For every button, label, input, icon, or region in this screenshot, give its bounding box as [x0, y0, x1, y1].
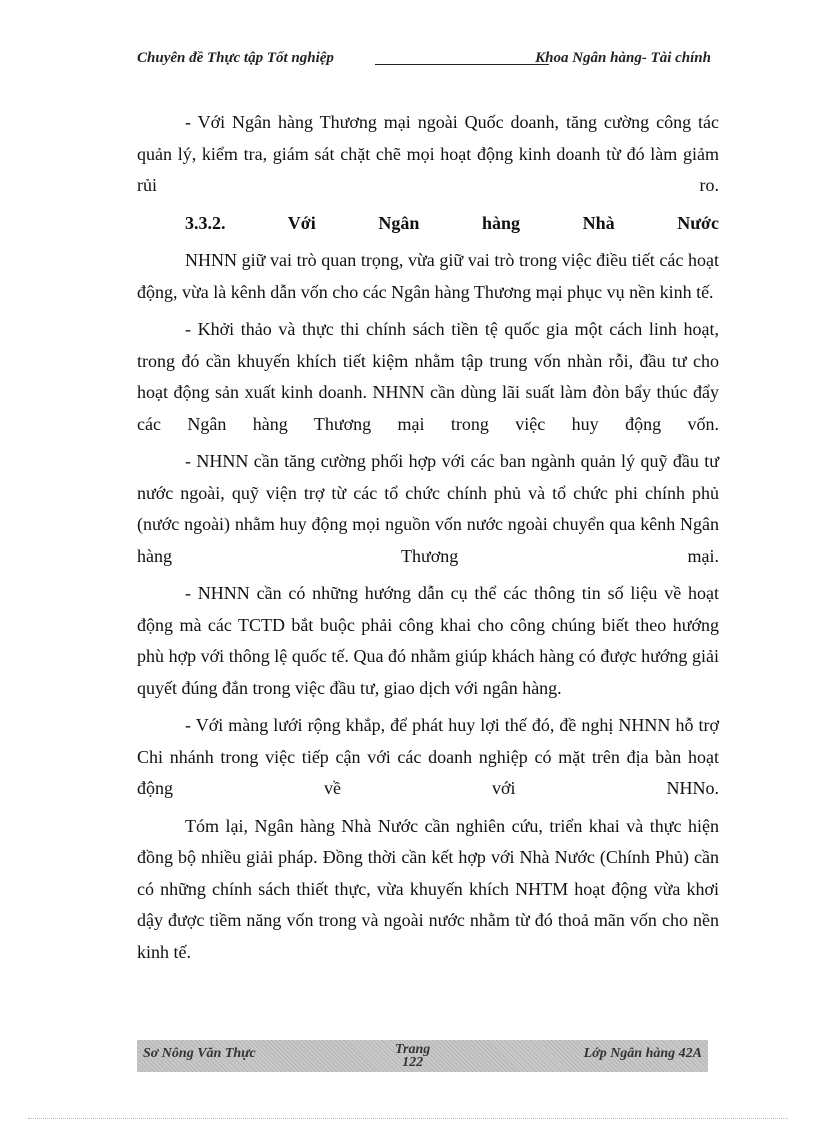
- paragraph-7: Tóm lại, Ngân hàng Nhà Nước cần nghiên cứu, triển khai và thực hiện đồng bộ nhiều giải pháp. Đồng thời cần kết hợp với Nhà Nước (Chính Phủ) cần có những chính sách thiết thực, vừa khuyến khích NHTM hoạt động vừa khơi dậy được tiềm năng vốn trong và ngoài nước nhằm từ đó thoả mãn vốn cho nền kinh tế.: [137, 815, 719, 962]
- paragraph-4: - NHNN cần tăng cường phối hợp với các ban ngành quản lý quỹ đầu tư nước ngoài, quỹ viện trợ từ các tổ chức chính phủ và tổ chức phi chính phủ (nước ngoài) nhằm huy động mọi nguồn vốn nước ngoài chuyển qua kênh Ngân hàng Thương mại.: [137, 451, 719, 566]
- paragraph-2: NHNN giữ vai trò quan trọng, vừa giữ vai trò trong việc điều tiết các hoạt động, vừa là kênh dẫn vốn cho các Ngân hàng Thương mại phục vụ nền kinh tế.: [137, 250, 719, 302]
- footer-page-indicator: [395, 1043, 430, 1069]
- footer-author: Sơ Nông Văn Thực: [143, 1046, 256, 1061]
- paragraph-6: - Với màng lưới rộng khắp, để phát huy lợi thế đó, đề nghị NHNN hỗ trợ Chi nhánh trong việc tiếp cận với các doanh nghiệp có mặt trên địa bàn hoạt động về với NHNo.: [137, 715, 719, 798]
- header-underline: [375, 64, 549, 65]
- section-heading: 3.3.2. Với Ngân hàng Nhà Nước: [185, 212, 719, 233]
- footer-page-label: Trang: [395, 1042, 431, 1057]
- page-header: [137, 48, 711, 70]
- footer-class: Lớp Ngân hàng 42A: [583, 1046, 702, 1061]
- header-right-title: Khoa Ngân hàng- Tài chính: [535, 50, 711, 66]
- paragraph-3: - Khởi thảo và thực thi chính sách tiền tệ quốc gia một cách linh hoạt, trong đó cần khuyến khích tiết kiệm nhằm tập trung vốn nhàn rỗi, đầu tư cho hoạt động sản xuất kinh doanh. NHNN cần dùng lãi suất làm đòn bẩy thúc đẩy các Ngân hàng Thương mại trong việc huy động vốn.: [137, 319, 719, 434]
- paragraph-1: - Với Ngân hàng Thương mại ngoài Quốc doanh, tăng cường công tác quản lý, kiểm tra, giám sát chặt chẽ mọi hoạt động kinh doanh từ đó làm giảm rủi ro.: [137, 112, 719, 195]
- header-left-title: Chuyên đề Thực tập Tốt nghiệp: [137, 50, 334, 66]
- paragraph-5: - NHNN cần có những hướng dẫn cụ thể các thông tin số liệu về hoạt động mà các TCTD bắt buộc phải công khai cho công chúng biết theo hướng phù hợp với thông lệ quốc tế. Qua đó nhằm giúp khách hàng có được hướng giải quyết đúng đắn trong việc đầu tư, giao dịch với ngân hàng.: [137, 583, 719, 698]
- document-body: [137, 107, 719, 974]
- page-footer: [137, 1040, 708, 1072]
- page-bottom-divider: [28, 1118, 788, 1119]
- footer-page-number: 122: [402, 1055, 424, 1070]
